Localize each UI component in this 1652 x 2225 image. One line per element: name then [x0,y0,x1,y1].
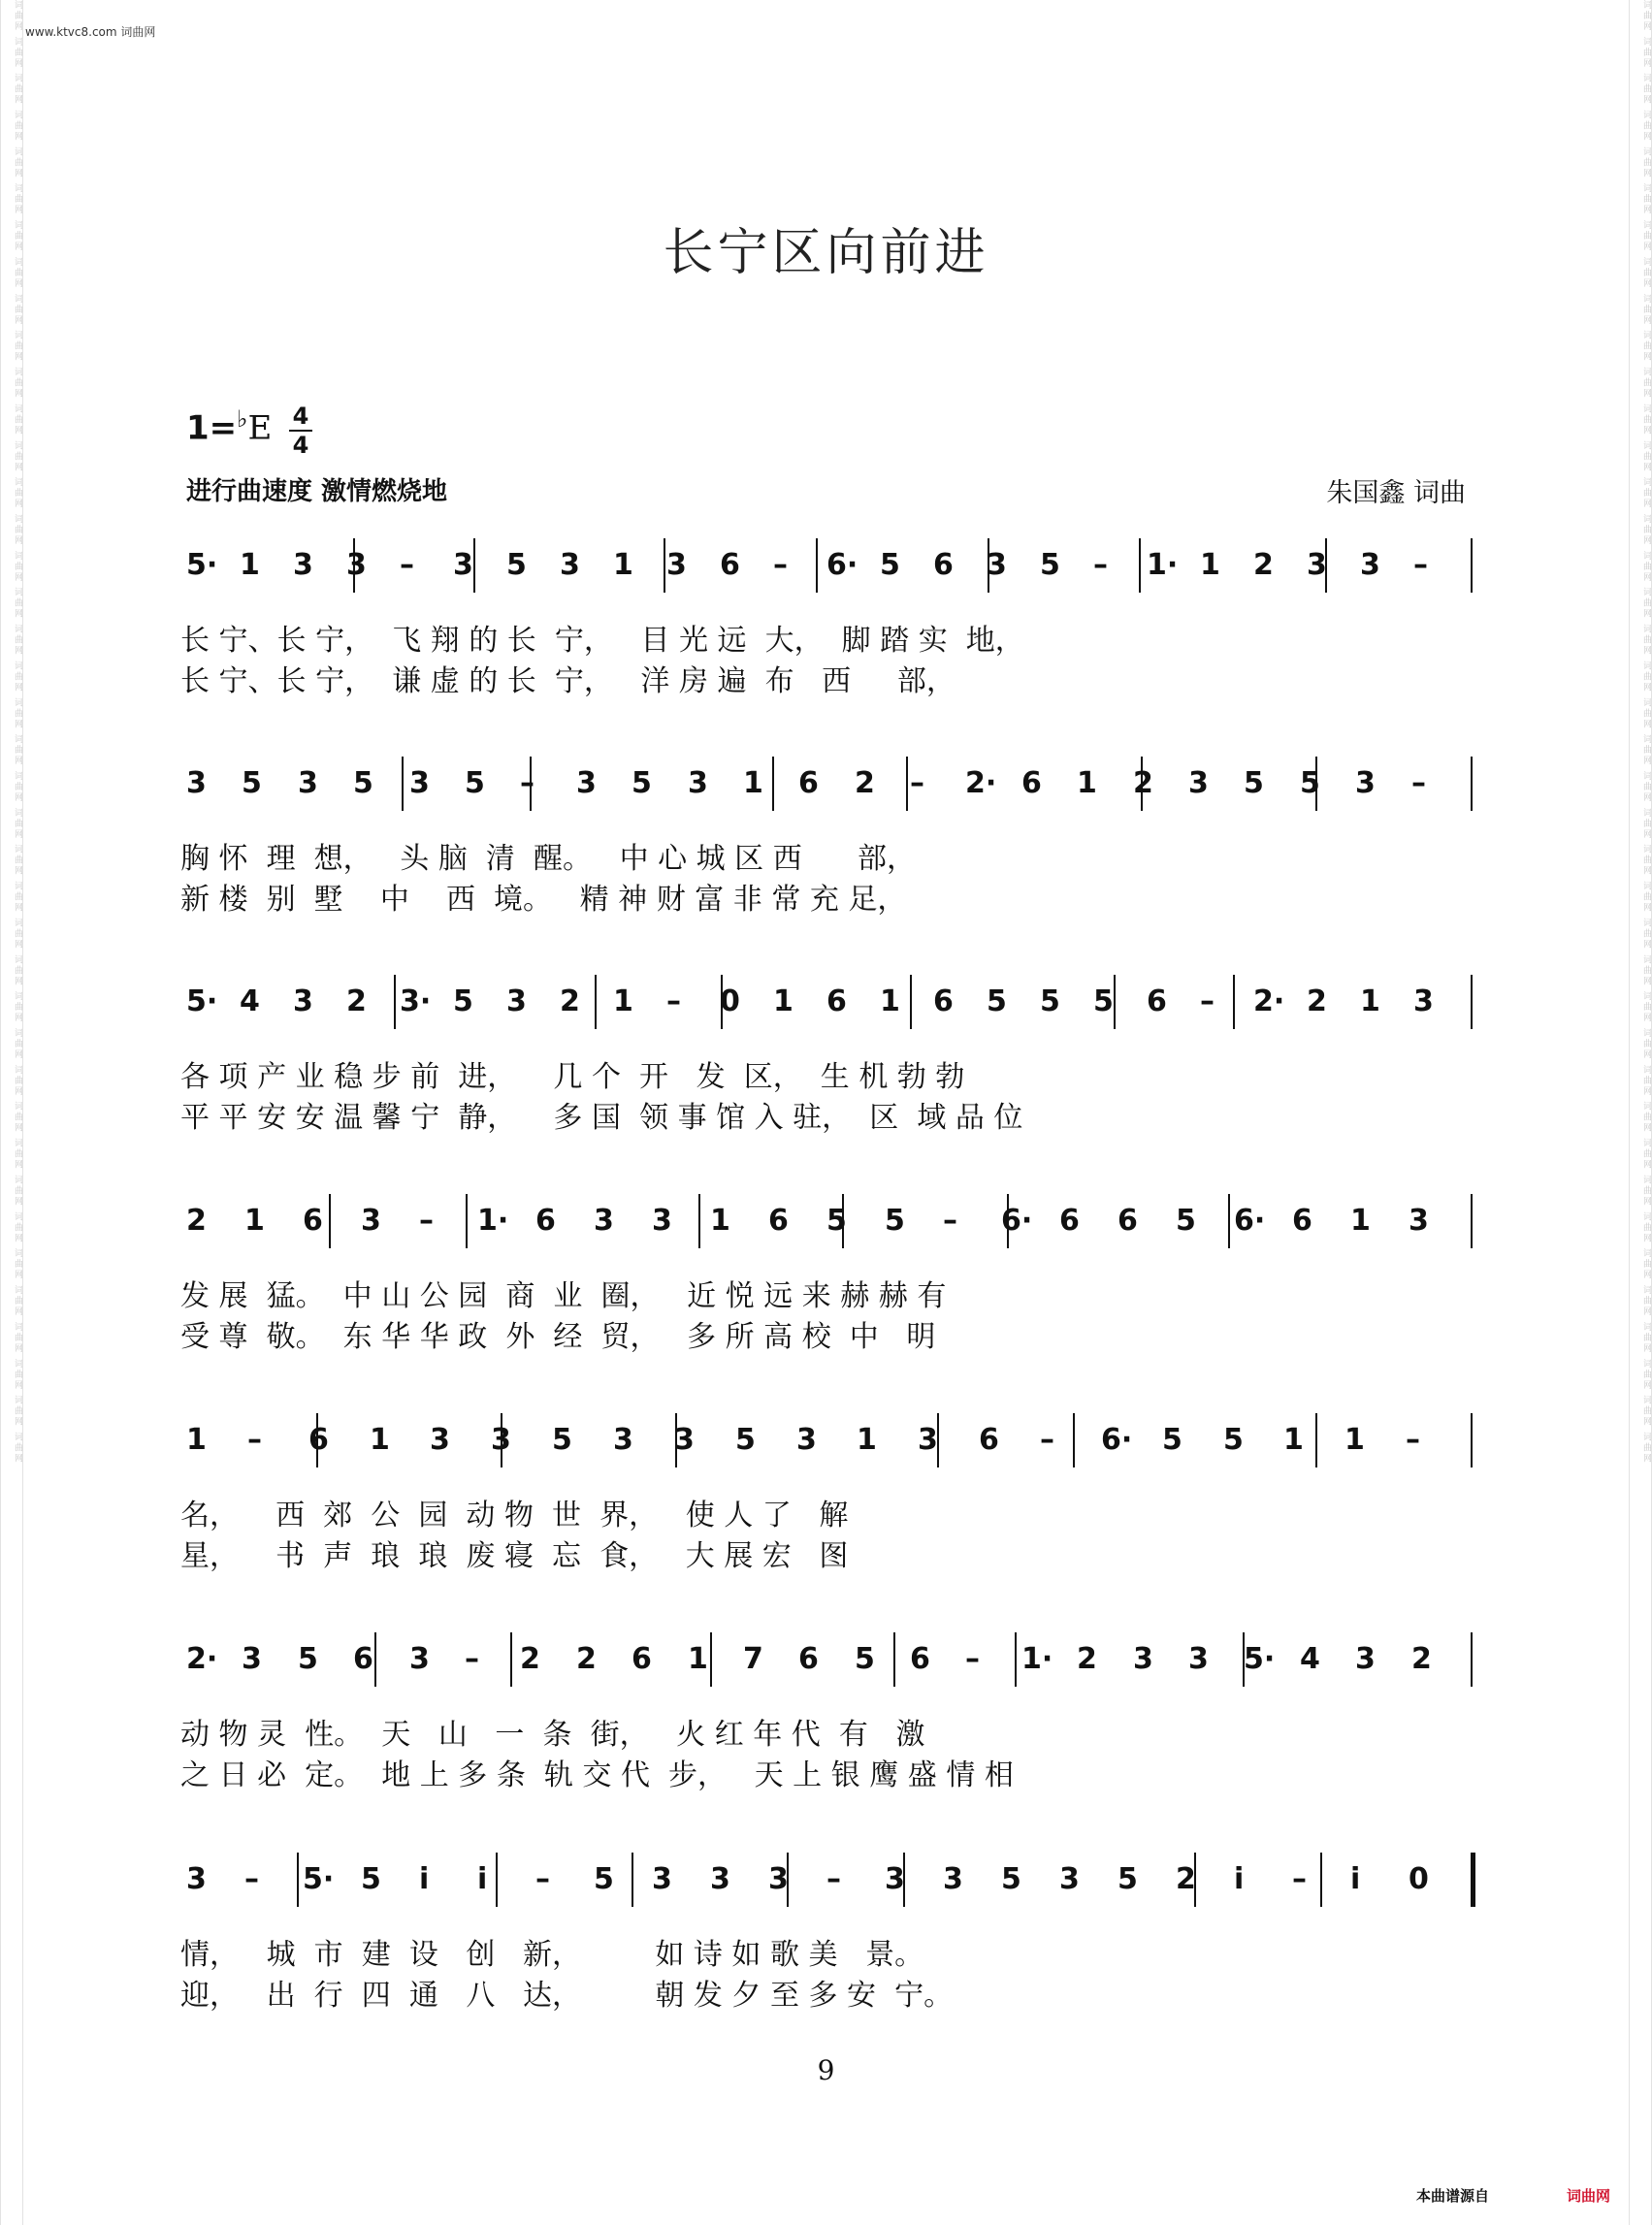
note: 6 [353,1642,373,1676]
bar-line [698,1194,700,1248]
lyric-line-verse-1: 各 项 产 业 稳 步 前 进， 几 个 开 发 区， 生 机 勃 勃 [180,1060,965,1094]
note: 6 [826,984,847,1018]
note: 3 [666,548,687,582]
bar-line [496,1853,498,1907]
bar-line [1471,1413,1473,1467]
bar-line [1471,538,1473,593]
bar-line [937,1413,939,1467]
bar-line [903,1853,905,1907]
note: 3 [652,1204,672,1238]
note: 1 [1200,548,1220,582]
bar-line [595,975,597,1029]
note: 3 [594,1204,614,1238]
bar-line [664,538,665,593]
lyric-line-verse-1: 名， 西 郊 公 园 动 物 世 界， 使 人 了 解 [180,1499,849,1532]
note: – [535,1862,550,1896]
note: 1 [857,1423,877,1457]
note: 2 [560,984,580,1018]
note: 1 [743,766,763,800]
note: 5 [1040,548,1060,582]
note: 0 [1409,1862,1429,1896]
note: 3 [293,984,313,1018]
notes-row [180,1204,1471,1242]
note: 3 [1307,548,1327,582]
note: – [419,1204,434,1238]
bar-line [1315,757,1317,811]
tempo-marking: 进行曲速度 激情燃烧地 [186,477,448,506]
note: 6 [1118,1204,1138,1238]
note: 2 [1176,1862,1196,1896]
note: 5 [552,1423,572,1457]
note: 1 [1350,1204,1371,1238]
note: 2· [186,1642,218,1676]
note: 5 [1040,984,1060,1018]
note: 1 [240,548,260,582]
note: 5 [855,1642,875,1676]
note: 5· [303,1862,335,1896]
note: 6· [1001,1204,1033,1238]
note: 6 [933,984,954,1018]
bar-line [1073,1413,1075,1467]
lyric-line-verse-2: 迎， 出 行 四 通 八 达， 朝 发 夕 至 多 安 宁。 [180,1979,954,2013]
note: – [465,1642,479,1676]
note: – [247,1423,262,1457]
note: 2· [965,766,997,800]
note: 3 [293,548,313,582]
bar-line [353,538,355,593]
bar-line [1194,1853,1196,1907]
note: 2 [1307,984,1327,1018]
note: 5 [880,548,900,582]
note: 1 [370,1423,390,1457]
note: 5 [826,1204,847,1238]
note: 3 [943,1862,963,1896]
note: – [826,1862,841,1896]
note: 3 [186,766,207,800]
bar-line [1315,1413,1317,1467]
bar-line [910,975,912,1029]
bar-line [501,1413,502,1467]
note: 1 [1344,1423,1365,1457]
score-system [180,538,1471,698]
note: 6 [933,548,954,582]
note: 2 [1253,548,1274,582]
note: 3 [652,1862,672,1896]
bar-line [374,1632,376,1687]
note: 5 [353,766,373,800]
note: 4 [1300,1642,1320,1676]
bar-line [1139,538,1141,593]
note: 2· [1253,984,1285,1018]
lyric-line-verse-1: 动 物 灵 性。 天 山 一 条 街， 火 红 年 代 有 激 [180,1718,925,1752]
note: 2 [855,766,875,800]
note: 5 [987,984,1007,1018]
note: 5 [594,1862,614,1896]
note: – [1413,548,1428,582]
note: 1 [244,1204,265,1238]
note: 3 [361,1204,381,1238]
flat-symbol: ♭ [237,405,248,433]
note: 3 [1355,1642,1376,1676]
note: 5 [1223,1423,1244,1457]
note: 6 [910,1642,930,1676]
note: 5 [465,766,485,800]
time-sig-bottom: 4 [292,432,309,459]
note: 6 [1021,766,1042,800]
note: 6· [826,548,858,582]
note: 3 [613,1423,633,1457]
note: 3 [1188,1642,1209,1676]
note: 6 [798,766,819,800]
time-signature [289,403,312,458]
note: 5 [298,1642,318,1676]
note: 6 [768,1204,789,1238]
bar-line [466,1194,468,1248]
notes-row [180,1423,1471,1462]
note: 3 [688,766,708,800]
note: 3 [346,548,367,582]
note: 5 [632,766,652,800]
note: 5 [1300,766,1320,800]
note: i [1234,1862,1245,1896]
note: – [943,1204,957,1238]
note: 6· [1101,1423,1133,1457]
note: 1 [186,1423,207,1457]
note: 3 [506,984,527,1018]
note: 6 [632,1642,652,1676]
lyric-line-verse-2: 平 平 安 安 温 馨 宁 静， 多 国 领 事 馆 入 驻， 区 域 品 位 [180,1101,1023,1135]
note: 6 [308,1423,329,1457]
bar-line [1141,757,1143,811]
note: 0 [720,984,740,1018]
bar-line [675,1413,677,1467]
note: 1 [613,548,633,582]
note: – [244,1862,259,1896]
notes-row [180,1862,1471,1901]
lyric-line-verse-1: 胸 怀 理 想， 头 脑 清 醒。 中 心 城 区 西 部， [180,842,916,876]
bar-line [893,1632,895,1687]
note: 3 [430,1423,450,1457]
bar-line [842,1194,844,1248]
note: 5 [361,1862,381,1896]
note: 3· [400,984,432,1018]
note: 3 [987,548,1007,582]
note: 2 [520,1642,540,1676]
bar-line [906,757,908,811]
note: 7 [743,1642,763,1676]
note: 5 [1162,1423,1182,1457]
note: 1 [688,1642,708,1676]
score-system [180,1632,1471,1792]
right-watermark-strip: 词曲网 词曲网 词曲网 词曲网 词曲网 词曲网 词曲网 词曲网 词曲网 词曲网 词曲网 词曲网 词曲网 词曲网 词曲网 词曲网 词曲网 词曲网 词曲网 词曲网 词曲网 词曲网 词曲网 词曲网 词曲网 词曲网 词曲网 词曲网 词曲网 词曲网 词曲网 词曲网 词曲网 词曲网 词曲网 词曲网 词曲网 词曲网 词曲网 词曲网 [1629,0,1652,2225]
note: – [1040,1423,1054,1457]
note: 5· [186,984,218,1018]
note: 1 [773,984,794,1018]
note: – [1292,1862,1307,1896]
note: – [773,548,788,582]
bar-line [1471,757,1473,811]
note: – [400,548,414,582]
note: 1 [710,1204,730,1238]
note: 1 [613,984,633,1018]
note: 1· [477,1204,509,1238]
note: 1· [1147,548,1179,582]
bar-line [510,1632,512,1687]
bar-line [1320,1853,1322,1907]
note: 5 [1093,984,1114,1018]
note: 5 [453,984,473,1018]
note: 2 [1411,1642,1432,1676]
note: 5 [242,766,262,800]
note: 2 [1133,766,1153,800]
note: 2 [186,1204,207,1238]
footer-source: 本曲谱源自 [1416,2187,1490,2205]
note: 3 [1188,766,1209,800]
bar-line [1471,1632,1473,1687]
page-number: 9 [817,2054,835,2086]
score-system [180,1194,1471,1354]
note: 3 [768,1862,789,1896]
note: i [1350,1862,1361,1896]
note: 6 [303,1204,323,1238]
bar-line [1471,975,1473,1029]
lyric-line-verse-2: 受 尊 敬。 东 华 华 政 外 经 贸， 多 所 高 校 中 明 [180,1320,936,1354]
notes-row [180,548,1471,587]
note: – [1200,984,1215,1018]
note: 2 [1077,1642,1097,1676]
note: 3 [298,766,318,800]
note: 4 [240,984,260,1018]
site-url: www.ktvc8.com 词曲网 [25,25,156,39]
note: 5 [1176,1204,1196,1238]
note: 6 [1292,1204,1312,1238]
bar-line [1471,1853,1475,1907]
note: 5 [1001,1862,1021,1896]
bar-line [1243,1632,1245,1687]
score-system [180,1413,1471,1573]
key-signature [186,405,272,447]
note: 2 [346,984,367,1018]
note: 1 [880,984,900,1018]
note: 5 [1244,766,1264,800]
note: 3 [674,1423,695,1457]
note: 3 [186,1862,207,1896]
lyric-line-verse-1: 发 展 猛。 中 山 公 园 商 业 圈， 近 悦 远 来 赫 赫 有 [180,1279,947,1313]
note: 1· [1021,1642,1053,1676]
note: 5 [735,1423,756,1457]
score-system [180,975,1471,1135]
key-prefix: 1= [186,408,238,448]
bar-line [473,538,475,593]
bar-line [329,1194,331,1248]
note: 3 [1133,1642,1153,1676]
composer-credit: 朱国鑫 词曲 [1326,478,1466,508]
bar-line [632,1853,633,1907]
bar-line [787,1853,789,1907]
notes-row [180,766,1471,805]
note: 3 [796,1423,817,1457]
note: 6 [535,1204,556,1238]
note: 5· [1244,1642,1276,1676]
note: 3 [242,1642,262,1676]
note: – [666,984,681,1018]
lyric-line-verse-2: 长 宁、长 宁， 谦 虚 的 长 宁， 洋 房 遍 布 西 部， [180,664,956,698]
note: 3 [491,1423,511,1457]
footer-site: 词曲网 [1567,2187,1611,2205]
note: 3 [918,1423,938,1457]
note: 5· [186,548,218,582]
lyric-line-verse-2: 新 楼 别 墅 中 西 境。 精 神 财 富 非 常 充 足， [180,883,907,917]
score-system [180,757,1471,917]
note: 3 [409,1642,430,1676]
lyric-line-verse-1: 情， 城 市 建 设 创 新， 如 诗 如 歌 美 景。 [180,1938,924,1972]
note: 5 [506,548,527,582]
note: – [1406,1423,1420,1457]
note: 6· [1234,1204,1266,1238]
lyric-line-verse-2: 星， 书 声 琅 琅 废 寝 忘 食， 大 展 宏 图 [180,1539,849,1573]
note: 1 [1283,1423,1304,1457]
note: 3 [1355,766,1376,800]
note: – [965,1642,980,1676]
note: 3 [576,766,597,800]
note: – [1093,548,1108,582]
note: i [477,1862,488,1896]
note: – [520,766,534,800]
bar-line [394,975,396,1029]
bar-line [1228,1194,1230,1248]
bar-line [1325,538,1327,593]
note: 3 [409,766,430,800]
note: 6 [720,548,740,582]
note: 1 [1360,984,1380,1018]
note: 3 [1360,548,1380,582]
note: 3 [453,548,473,582]
bar-line [1114,975,1116,1029]
note: 3 [560,548,580,582]
note: 3 [710,1862,730,1896]
bar-line [402,757,404,811]
song-title: 长宁区向前进 [663,224,989,282]
lyric-line-verse-2: 之 日 必 定。 地 上 多 条 轨 交 代 步， 天 上 银 鹰 盛 情 相 [180,1758,1014,1792]
note: 1 [1077,766,1097,800]
bar-line [1015,1632,1017,1687]
note: – [1411,766,1426,800]
bar-line [297,1853,299,1907]
key-letter: E [247,408,273,448]
bar-line [988,538,989,593]
note: 6 [979,1423,999,1457]
bar-line [530,757,532,811]
left-watermark-strip: 词曲网 词曲网 词曲网 词曲网 词曲网 词曲网 词曲网 词曲网 词曲网 词曲网 词曲网 词曲网 词曲网 词曲网 词曲网 词曲网 词曲网 词曲网 词曲网 词曲网 词曲网 词曲网 词曲网 词曲网 词曲网 词曲网 词曲网 词曲网 词曲网 词曲网 词曲网 词曲网 词曲网 词曲网 词曲网 词曲网 词曲网 词曲网 词曲网 词曲网 [0,0,23,2225]
bar-line [1471,1194,1473,1248]
score-system [180,1853,1471,2013]
note: 5 [885,1204,905,1238]
note: 3 [1059,1862,1080,1896]
bar-line [710,1632,712,1687]
bar-line [721,975,723,1029]
time-sig-top: 4 [292,403,309,430]
bar-line [816,538,818,593]
note: – [910,766,924,800]
bar-line [772,757,774,811]
note: 6 [1059,1204,1080,1238]
note: 6 [1147,984,1167,1018]
note: 3 [885,1862,905,1896]
note: 2 [576,1642,597,1676]
note: 6 [798,1642,819,1676]
note: 5 [1118,1862,1138,1896]
notes-row [180,984,1471,1023]
bar-line [1007,1194,1009,1248]
bar-line [316,1413,318,1467]
note: 3 [1409,1204,1429,1238]
lyric-line-verse-1: 长 宁、长 宁， 飞 翔 的 长 宁， 目 光 远 大， 脚 踏 实 地， [180,624,1024,658]
bar-line [1233,975,1235,1029]
note: i [419,1862,430,1896]
note: 3 [1413,984,1434,1018]
